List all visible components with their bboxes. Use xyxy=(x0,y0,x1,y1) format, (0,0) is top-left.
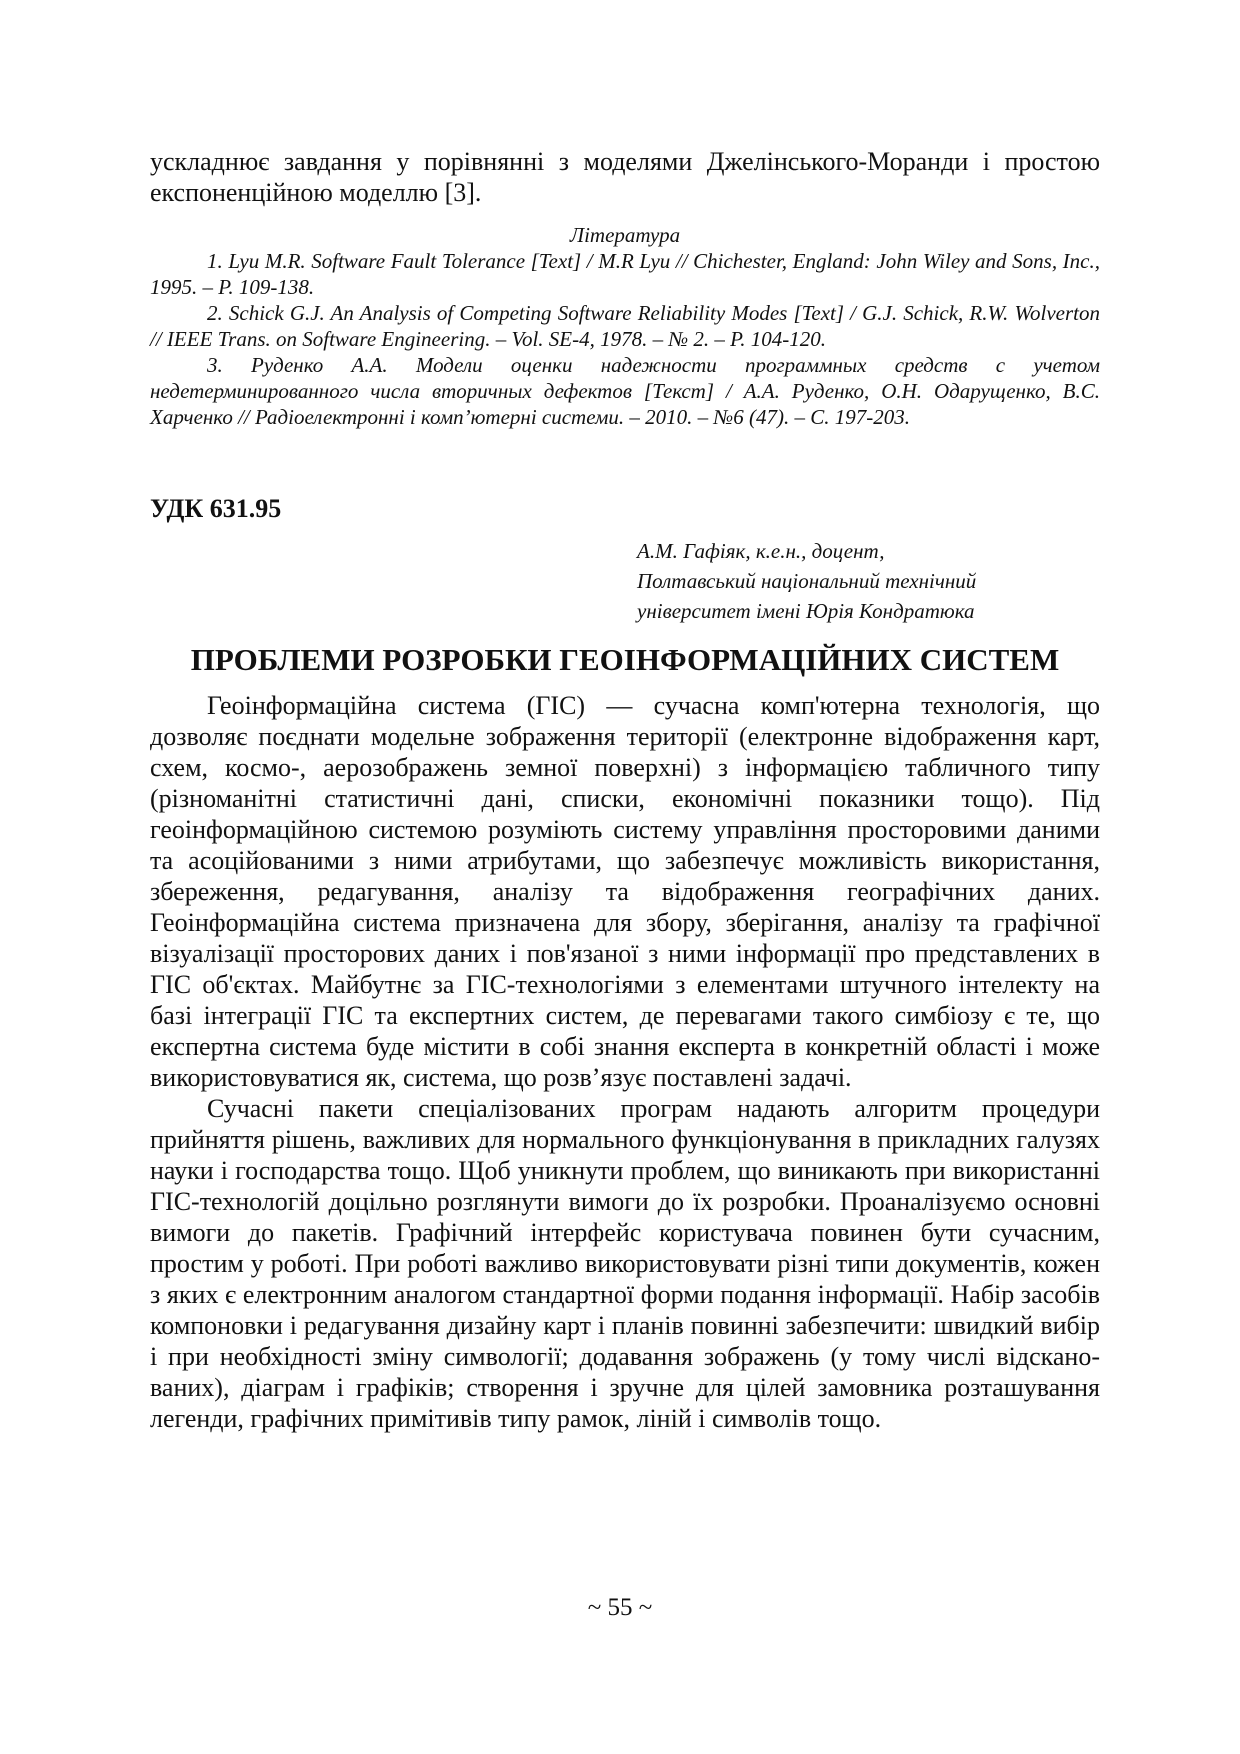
reference-item: 2. Schick G.J. An Analysis of Competing Software Reliability Modes [Text] / G.J. Schick, R.W. Wolverton // IEEE Trans. on Software Engineering. – Vol. SE-4, 1978. – № 2. – P. 104-120. xyxy=(150,301,1100,351)
page-content xyxy=(150,146,1100,1434)
author-affiliation: Полтавський національний технічний xyxy=(637,569,977,593)
udk-code: УДК 631.95 xyxy=(150,494,282,523)
body-paragraph: Геоінформаційна система (ГІС) — сучасна комп'ютерна технологія, що дозволяє поєднати модельне зображення території (електронне відображення карт, схем, космо-, аерозображень земної поверхні) з інформацією табличного типу (різноманітні статистичні дані, списки, економічні показники тощо). Під геоінформаційною системою розуміють систему управління просторовими даними та асоційованими з ними атрибутами, що забезпечує можливість використання, збереження, редагування, аналізу та відображення географічних даних. Геоінформаційна система призначена для збору, зберігання, аналізу та графічної візуалізації просторових даних і пов'язаної з ними інформації про представлених в ГІС об'єктах. Майбутнє за ГІС-технологіями з елементами штучного інтелекту на базі інтеграції ГІС та експертних систем, де перевагами такого симбіозу є те, що експертна система буде містити в собі знання експерта в конкретній області і може використовуватися як, система, що розв’язує поставлені задачі. xyxy=(150,691,1100,1092)
intro-paragraph: ускладнює завдання у порівнянні з моделями Джелінського-Моранди і простою експоненційною моделлю [3]. xyxy=(150,147,1100,207)
author-name: А.М. Гафіяк, к.е.н., доцент, xyxy=(637,539,885,563)
reference-item: 3. Руденко А.А. Модели оценки надежности программных средств с учетом недетерминированного числа вторичных дефектов [Текст] / А.А. Руденко, О.Н. Одарущенко, В.С. Харченко // Радіоелектронні і комп’ютерні системи. – 2010. – №6 (47). – С. 197-203. xyxy=(150,353,1100,429)
references-title: Література xyxy=(569,223,681,247)
reference-item: 1. Lyu M.R. Software Fault Tolerance [Text] / M.R Lyu // Chichester, England: John Wiley and Sons, Inc., 1995. – P. 109-138. xyxy=(150,249,1100,299)
body-paragraph: Сучасні пакети спеціалізованих програм надають алгоритм процедури прийняття рішень, важливих для нормального функціонування в прикладних галузях науки і господарства тощо. Щоб уникнути проблем, що виникають при використанні ГІС-технологій доцільно розглянути вимоги до їх розробки. Проаналізуємо основні вимоги до пакетів. Графічний інтерфейс користувача повинен бути сучасним, простим у роботі. При роботі важливо використовувати різні типи документів, кожен з яких є електронним аналогом стандартної форми подання інформації. Набір засобів компоновки і редагування дизайну карт і планів повинні забезпечити: швидкий вибір і при необхідності зміну симвології; додавання зображень (у тому числі відсканованих), діаграм і графіків; створення і зручне для цілей замовника розташування легенди, графічних примітивів типу рамок, ліній і символів тощо. xyxy=(150,1094,1100,1433)
author-block xyxy=(637,536,1100,626)
page-number: ~ 55 ~ xyxy=(587,1594,653,1621)
references-section xyxy=(150,222,1100,430)
article-title: ПРОБЛЕМИ РОЗРОБКИ ГЕОІНФОРМАЦІЙНИХ СИСТЕМ xyxy=(190,642,1060,677)
author-affiliation: університет імені Юрія Кондратюка xyxy=(637,599,975,623)
